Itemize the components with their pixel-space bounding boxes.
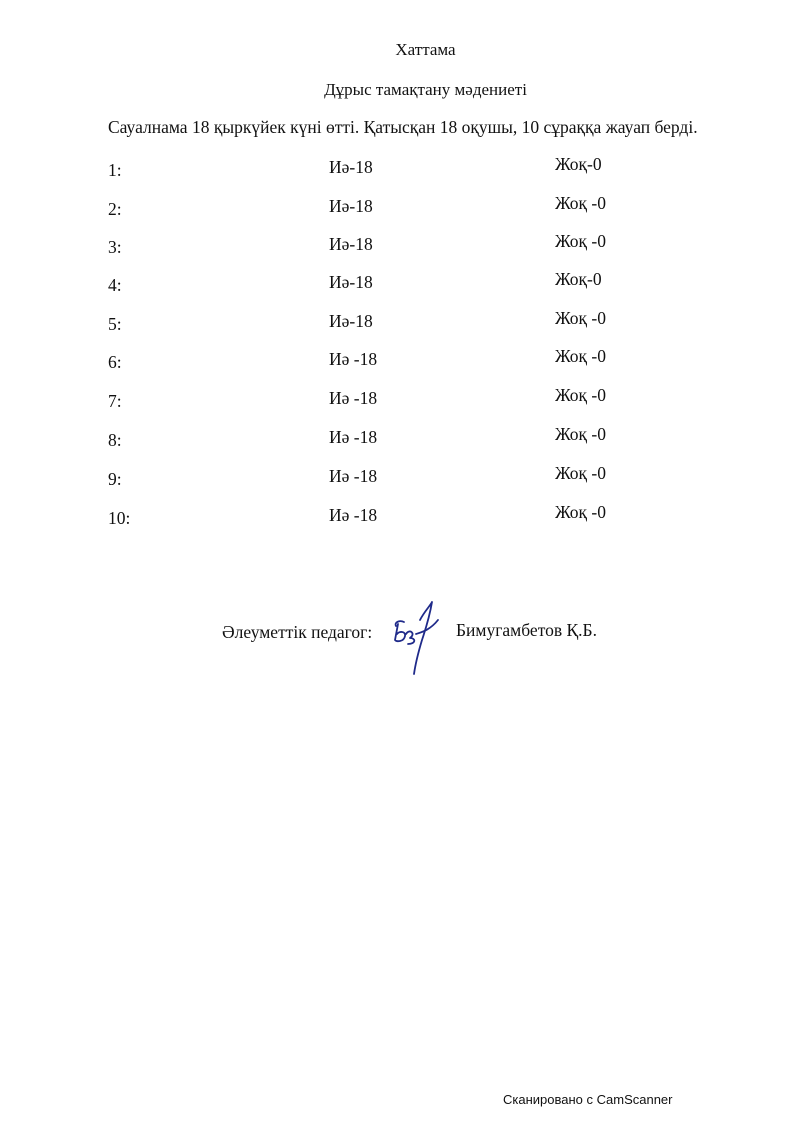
- no-count: Жоқ -0: [555, 193, 606, 213]
- question-number: 9:: [108, 469, 122, 489]
- no-count: Жоқ -0: [555, 502, 606, 522]
- result-row: [0, 308, 793, 335]
- question-number: 10:: [108, 508, 131, 528]
- question-number: 1:: [108, 160, 122, 180]
- yes-count: Иә -18: [329, 466, 378, 486]
- document-subtitle: Дұрыс тамақтану мәдениеті: [324, 80, 527, 99]
- no-count: Жоқ -0: [555, 424, 606, 444]
- no-count: Жоқ -0: [555, 463, 606, 483]
- question-number: 5:: [108, 314, 122, 334]
- no-count: Жоқ -0: [555, 308, 606, 328]
- yes-count: Иә-18: [329, 272, 373, 292]
- signature-block: [0, 620, 793, 690]
- scanner-watermark: Сканировано с CamScanner: [503, 1092, 673, 1107]
- handwritten-signature-icon: [386, 598, 446, 678]
- yes-count: Иә -18: [329, 427, 378, 447]
- yes-count: Иә -18: [329, 388, 378, 408]
- result-row: [0, 154, 793, 181]
- question-number: 4:: [108, 275, 122, 295]
- no-count: Жоқ-0: [555, 269, 602, 289]
- no-count: Жоқ -0: [555, 346, 606, 366]
- yes-count: Иә -18: [329, 349, 378, 369]
- signatory-name: Бимугамбетов Қ.Б.: [456, 620, 597, 640]
- yes-count: Иә-18: [329, 157, 373, 177]
- question-number: 6:: [108, 352, 122, 372]
- question-number: 7:: [108, 391, 122, 411]
- result-row: [0, 231, 793, 258]
- result-row: [0, 346, 793, 373]
- result-row: [0, 463, 793, 490]
- yes-count: Иә-18: [329, 196, 373, 216]
- intro-paragraph: Сауалнама 18 қыркүйек күні өтті. Қатысқан 18 оқушы, 10 сұраққа жауап берді.: [108, 117, 698, 137]
- result-row: [0, 193, 793, 220]
- no-count: Жоқ -0: [555, 231, 606, 251]
- result-row: [0, 269, 793, 296]
- result-row: [0, 424, 793, 451]
- question-number: 2:: [108, 199, 122, 219]
- yes-count: Иә -18: [329, 505, 378, 525]
- document-title: Хаттама: [395, 40, 456, 59]
- result-row: [0, 502, 793, 529]
- yes-count: Иә-18: [329, 234, 373, 254]
- signatory-role: Әлеуметтік педагог:: [222, 622, 373, 642]
- no-count: Жоқ -0: [555, 385, 606, 405]
- question-number: 8:: [108, 430, 122, 450]
- no-count: Жоқ-0: [555, 154, 602, 174]
- result-row: [0, 385, 793, 412]
- question-number: 3:: [108, 237, 122, 257]
- yes-count: Иә-18: [329, 311, 373, 331]
